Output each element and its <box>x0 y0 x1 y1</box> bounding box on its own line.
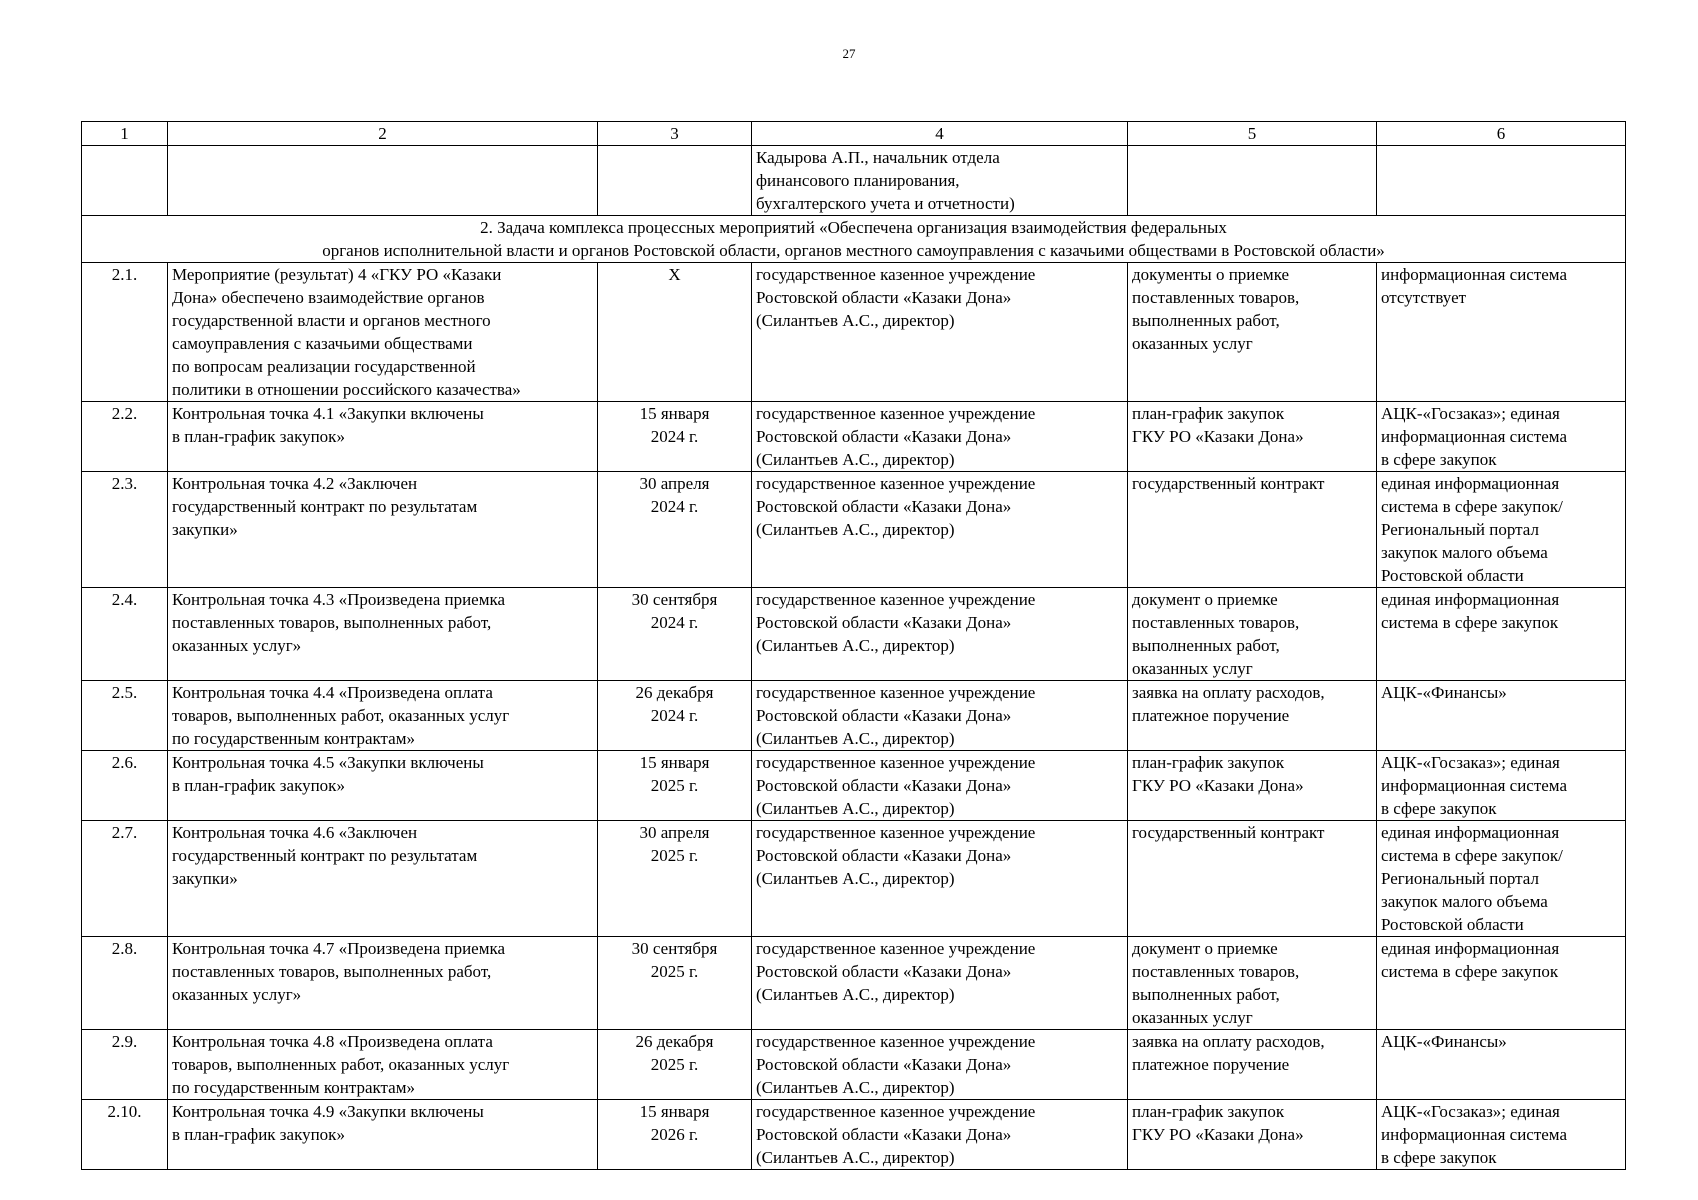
table-row <box>82 937 1626 1030</box>
event-name-cell <box>168 146 598 216</box>
table-row <box>82 402 1626 472</box>
document-cell: документы о приемке поставленных товаров, выполненных работ, оказанных услуг <box>1128 263 1377 402</box>
responsible-cell: государственное казенное учреждение Ростовской области «Казаки Дона» (Силантьев А.С., директор) <box>752 1100 1128 1170</box>
event-name-cell: Контрольная точка 4.5 «Закупки включены в план-график закупок» <box>168 751 598 821</box>
row-number-cell <box>82 146 168 216</box>
page-number: 27 <box>842 46 856 61</box>
section-row <box>82 216 1626 263</box>
term-cell: Х <box>598 263 752 402</box>
term-cell: 15 января 2025 г. <box>598 751 752 821</box>
document-cell: государственный контракт <box>1128 821 1377 937</box>
row-number-cell: 2.9. <box>82 1030 168 1100</box>
row-number-cell: 2.3. <box>82 472 168 588</box>
row-number-cell: 2.10. <box>82 1100 168 1170</box>
info-system-cell: АЦК-«Госзаказ»; единая информационная система в сфере закупок <box>1377 402 1626 472</box>
row-number-cell: 2.7. <box>82 821 168 937</box>
table-row <box>82 681 1626 751</box>
info-system-cell: АЦК-«Госзаказ»; единая информационная система в сфере закупок <box>1377 751 1626 821</box>
event-name-cell: Контрольная точка 4.2 «Заключен государственный контракт по результатам закупки» <box>168 472 598 588</box>
header-row <box>82 122 1626 146</box>
row-number-cell: 2.2. <box>82 402 168 472</box>
document-cell: план-график закупок ГКУ РО «Казаки Дона» <box>1128 1100 1377 1170</box>
info-system-cell: единая информационная система в сфере закупок/ Региональный портал закупок малого объема Ростовской области <box>1377 472 1626 588</box>
row-number-cell: 2.8. <box>82 937 168 1030</box>
table-row <box>82 263 1626 402</box>
term-cell: 15 января 2026 г. <box>598 1100 752 1170</box>
responsible-cell: государственное казенное учреждение Ростовской области «Казаки Дона» (Силантьев А.С., директор) <box>752 472 1128 588</box>
info-system-cell <box>1377 146 1626 216</box>
info-system-cell: АЦК-«Финансы» <box>1377 1030 1626 1100</box>
event-name-cell: Контрольная точка 4.4 «Произведена оплата товаров, выполненных работ, оказанных услуг по государственным контрактам» <box>168 681 598 751</box>
document-cell: документ о приемке поставленных товаров, выполненных работ, оказанных услуг <box>1128 937 1377 1030</box>
event-name-cell: Контрольная точка 4.6 «Заключен государственный контракт по результатам закупки» <box>168 821 598 937</box>
row-number-cell: 2.5. <box>82 681 168 751</box>
event-name-cell: Контрольная точка 4.7 «Произведена приемка поставленных товаров, выполненных работ, оказанных услуг» <box>168 937 598 1030</box>
table-row <box>82 588 1626 681</box>
document-cell: план-график закупок ГКУ РО «Казаки Дона» <box>1128 751 1377 821</box>
event-name-cell: Контрольная точка 4.9 «Закупки включены в план-график закупок» <box>168 1100 598 1170</box>
info-system-cell: информационная система отсутствует <box>1377 263 1626 402</box>
section-title: 2. Задача комплекса процессных мероприятий «Обеспечена организация взаимодействия федеральных органов исполнительной власти и органов Ростовской области, органов местного самоуправления с казачьими обществами в Ростовской области» <box>82 216 1626 263</box>
responsible-cell: государственное казенное учреждение Ростовской области «Казаки Дона» (Силантьев А.С., директор) <box>752 821 1128 937</box>
info-system-cell: АЦК-«Госзаказ»; единая информационная система в сфере закупок <box>1377 1100 1626 1170</box>
plan-table <box>81 121 1626 1170</box>
term-cell: 26 декабря 2025 г. <box>598 1030 752 1100</box>
column-header: 1 <box>82 122 168 146</box>
info-system-cell: единая информационная система в сфере закупок/ Региональный портал закупок малого объема Ростовской области <box>1377 821 1626 937</box>
row-number-cell: 2.1. <box>82 263 168 402</box>
column-header: 2 <box>168 122 598 146</box>
row-number-cell: 2.6. <box>82 751 168 821</box>
column-header: 4 <box>752 122 1128 146</box>
info-system-cell: единая информационная система в сфере закупок <box>1377 588 1626 681</box>
term-cell: 26 декабря 2024 г. <box>598 681 752 751</box>
responsible-cell: государственное казенное учреждение Ростовской области «Казаки Дона» (Силантьев А.С., директор) <box>752 263 1128 402</box>
document-cell: заявка на оплату расходов, платежное поручение <box>1128 681 1377 751</box>
term-cell: 30 сентября 2024 г. <box>598 588 752 681</box>
row-number-cell: 2.4. <box>82 588 168 681</box>
responsible-cell: государственное казенное учреждение Ростовской области «Казаки Дона» (Силантьев А.С., директор) <box>752 937 1128 1030</box>
table-row <box>82 146 1626 216</box>
term-cell: 15 января 2024 г. <box>598 402 752 472</box>
term-cell: 30 апреля 2025 г. <box>598 821 752 937</box>
event-name-cell: Контрольная точка 4.1 «Закупки включены в план-график закупок» <box>168 402 598 472</box>
info-system-cell: единая информационная система в сфере закупок <box>1377 937 1626 1030</box>
term-cell: 30 апреля 2024 г. <box>598 472 752 588</box>
column-header: 6 <box>1377 122 1626 146</box>
responsible-cell: государственное казенное учреждение Ростовской области «Казаки Дона» (Силантьев А.С., директор) <box>752 751 1128 821</box>
column-header: 5 <box>1128 122 1377 146</box>
responsible-cell: государственное казенное учреждение Ростовской области «Казаки Дона» (Силантьев А.С., директор) <box>752 1030 1128 1100</box>
responsible-cell: государственное казенное учреждение Ростовской области «Казаки Дона» (Силантьев А.С., директор) <box>752 588 1128 681</box>
responsible-cell: Кадырова А.П., начальник отдела финансового планирования, бухгалтерского учета и отчетности) <box>752 146 1128 216</box>
responsible-cell: государственное казенное учреждение Ростовской области «Казаки Дона» (Силантьев А.С., директор) <box>752 681 1128 751</box>
document-cell <box>1128 146 1377 216</box>
event-name-cell: Мероприятие (результат) 4 «ГКУ РО «Казаки Дона» обеспечено взаимодействие органов государственной власти и органов местного самоуправления с казачьими обществами по вопросам реализации государственной политики в отношении российского казачества» <box>168 263 598 402</box>
event-name-cell: Контрольная точка 4.3 «Произведена приемка поставленных товаров, выполненных работ, оказанных услуг» <box>168 588 598 681</box>
table-row <box>82 751 1626 821</box>
document-cell: заявка на оплату расходов, платежное поручение <box>1128 1030 1377 1100</box>
term-cell <box>598 146 752 216</box>
document-cell: документ о приемке поставленных товаров, выполненных работ, оказанных услуг <box>1128 588 1377 681</box>
event-name-cell: Контрольная точка 4.8 «Произведена оплата товаров, выполненных работ, оказанных услуг по государственным контрактам» <box>168 1030 598 1100</box>
info-system-cell: АЦК-«Финансы» <box>1377 681 1626 751</box>
responsible-cell: государственное казенное учреждение Ростовской области «Казаки Дона» (Силантьев А.С., директор) <box>752 402 1128 472</box>
document-cell: план-график закупок ГКУ РО «Казаки Дона» <box>1128 402 1377 472</box>
table-row <box>82 1030 1626 1100</box>
document-cell: государственный контракт <box>1128 472 1377 588</box>
table-row <box>82 1100 1626 1170</box>
column-header: 3 <box>598 122 752 146</box>
term-cell: 30 сентября 2025 г. <box>598 937 752 1030</box>
table-row <box>82 472 1626 588</box>
table-row <box>82 821 1626 937</box>
